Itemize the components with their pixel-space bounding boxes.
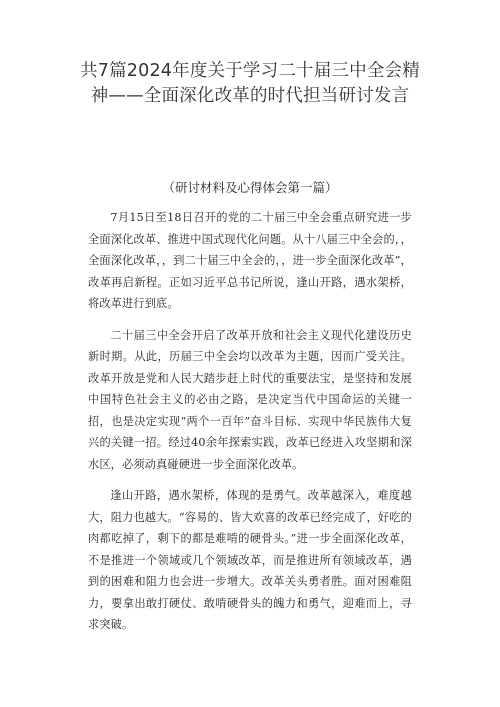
paragraph: 二十届三中全会开启了改革开放和社会主义现代化建设历史新时期。从此，历届三中全会均以改革为主题，因而广受关注。改革开放是党和人民大踏步赶上时代的重要法宝，是坚持和发展中国特色社会主义的必由之路，是决定当代中国命运的关键一招，也是决定实现“两个一百年”奋斗目标、实现中华民族伟大复兴的关键一招。经过40余年探索实践，改革已经进入攻坚期和深水区，必须动真碰硬进一步全面深化改革。 <box>88 328 412 471</box>
document-title: 共7篇2024年度关于学习二十届三中全会精神——全面深化改革的时代担当研讨发言 <box>80 61 420 106</box>
paragraph: 逢山开路，遇水架桥，体现的是勇气。改革越深入，难度越大，阻力也越大。“容易的、皆大欢喜的改革已经完成了，好吃的肉都吃掉了，剩下的都是难啃的硬骨头。”进一步全面深化改革，不是推进一个领域或几个领域改革，而是推进所有领域改革，遇到的困难和阻力也会进一步增大。改革关头勇者胜。面对困难阻力，要拿出敢打硬仗、敢啃硬骨头的魄力和勇气，迎难而上，寻求突破。 <box>88 489 412 631</box>
document-body <box>88 207 412 646</box>
paragraph: 7月15日至18日召开的党的二十届三中全会重点研究进一步全面深化改革、推进中国式现代化问题。从十八届三中全会的，，全面深化改革，，到二十届三中全会的，，进一步全面深化改革”，改革再启新程。正如习近平总书记所说，逢山开路，遇水架桥，将改革进行到底。 <box>88 211 412 310</box>
document-subtitle: （研讨材料及心得体会第一篇） <box>162 180 338 195</box>
